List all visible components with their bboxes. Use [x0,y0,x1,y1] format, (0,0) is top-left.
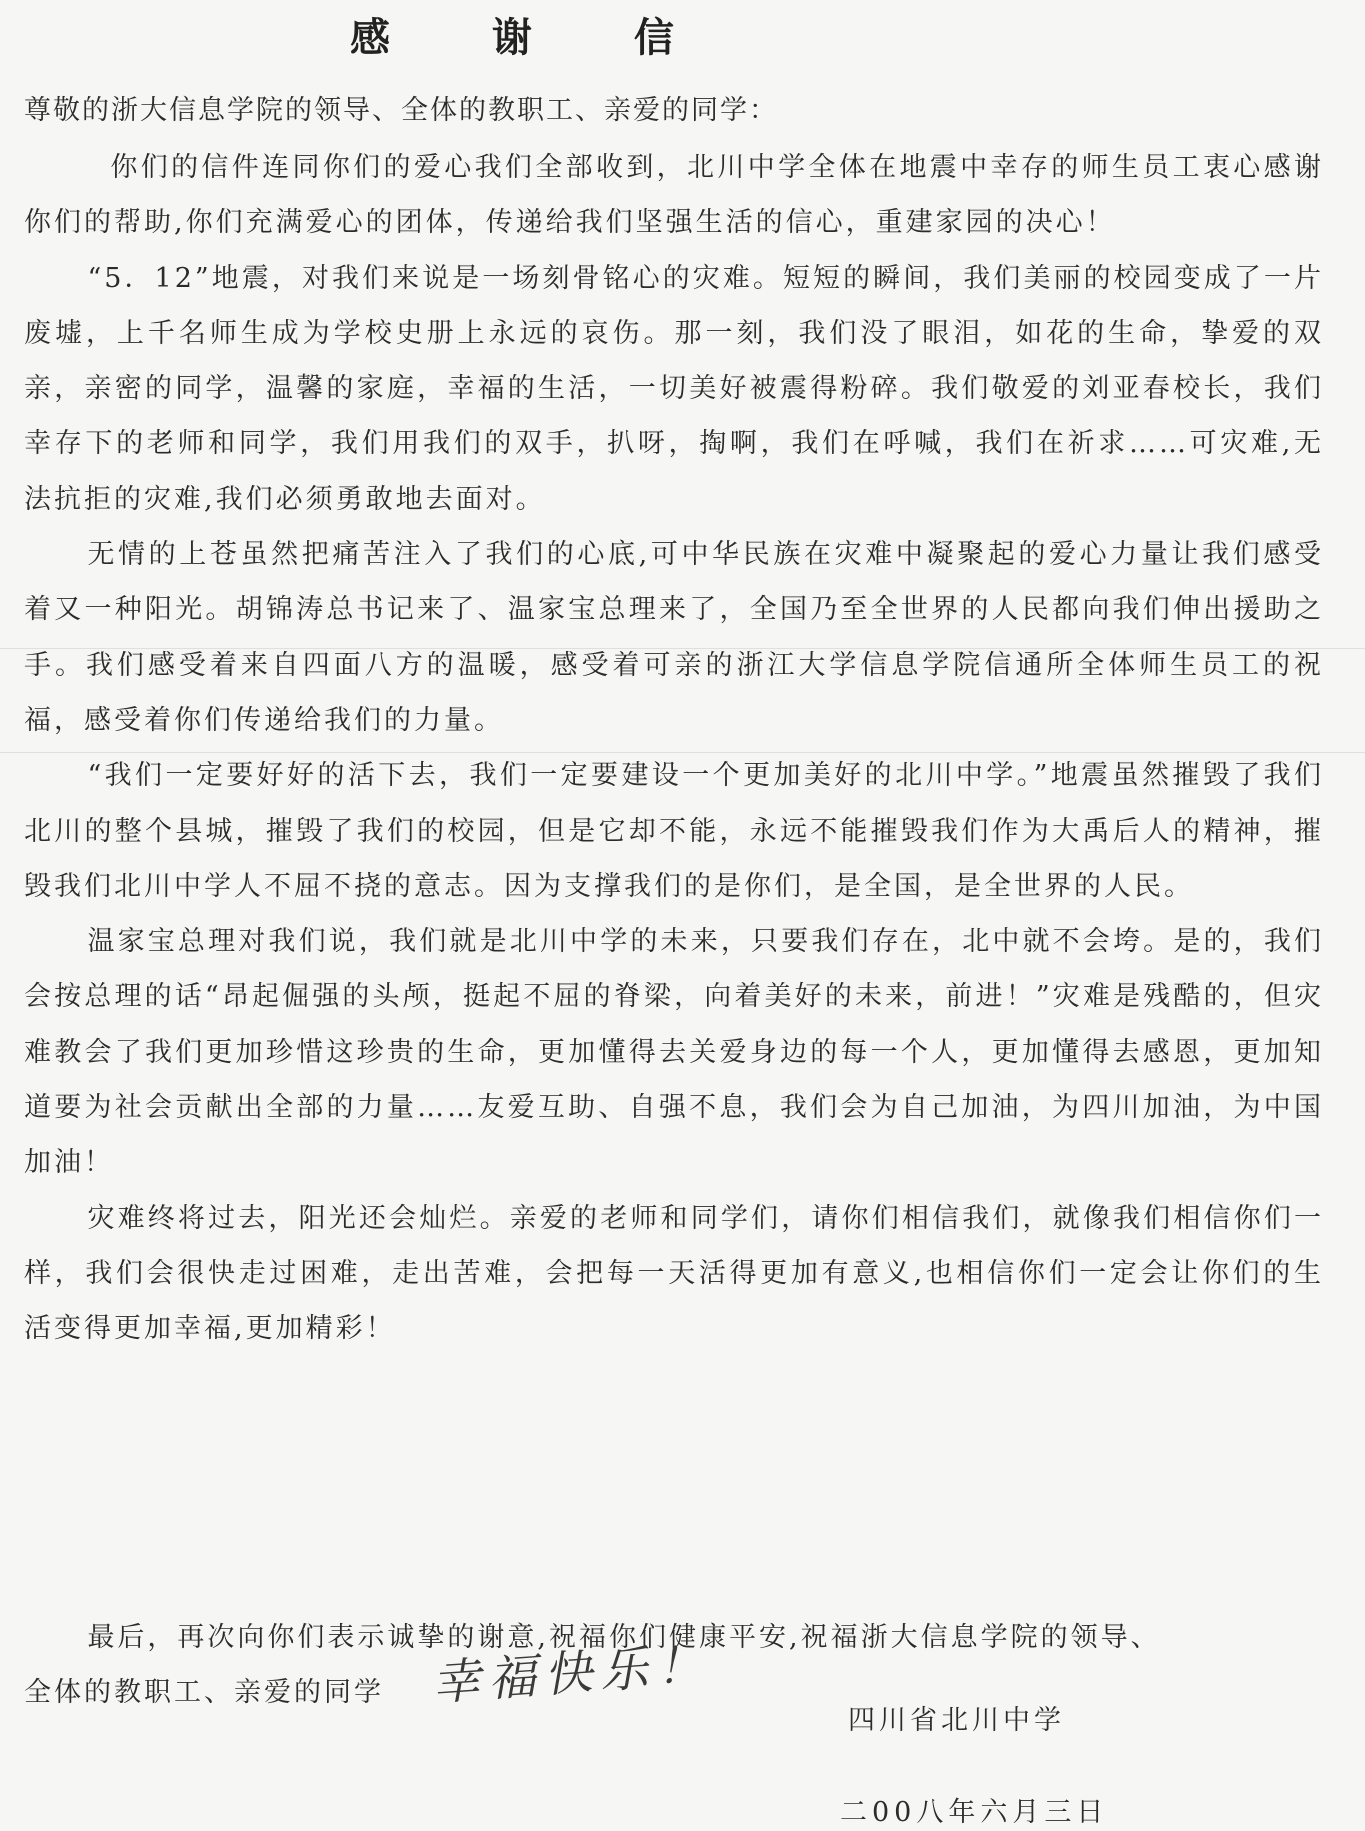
letter-title: 感 谢 信 [350,14,718,61]
paragraph: 你们的信件连同你们的爱心我们全部收到，北川中学全体在地震中幸存的师生员工衷心感谢你们的帮助,你们充满爱心的团体，传递给我们坚强生活的信心，重建家园的决心！ [24,152,1324,239]
letter-date: 二00八年六月三日 [840,1797,1109,1828]
paragraph: “我们一定要好好的活下去，我们一定要建设一个更加美好的北川中学。”地震虽然摧毁了我们北川的整个县城，摧毁了我们的校园，但是它却不能，永远不能摧毁我们作为大禹后人的精神，摧毁我们北川中学人不屈不挠的意志。因为支撑我们的是你们，是全国，是全世界的人民。 [24,760,1324,902]
closing-line: 全体的教职工、亲爱的同学 [24,1677,384,1708]
handwritten-signature: 幸福快乐！ [430,1636,714,1712]
paragraph: 灾难终将过去，阳光还会灿烂。亲爱的老师和同学们，请你们相信我们，就像我们相信你们一样，我们会很快走过困难，走出苦难，会把每一天活得更加有意义,也相信你们一定会让你们的生活变得更加幸福,更加精彩！ [24,1202,1324,1345]
paragraph: 温家宝总理对我们说，我们就是北川中学的未来，只要我们存在，北中就不会垮。是的，我们会按总理的话“昂起倔强的头颅，挺起不屈的脊梁，向着美好的未来，前进！”灾难是残酷的，但灾难教会了我们更加珍惜这珍贵的生命，更加懂得去关爱身边的每一个人，更加懂得去感恩，更加知道要为社会贡献出全部的力量……友爱互助、自强不息，我们会为自己加油，为四川加油，为中国加油！ [24,926,1324,1179]
paragraph: 无情的上苍虽然把痛苦注入了我们的心底,可中华民族在灾难中凝聚起的爱心力量让我们感受着又一种阳光。胡锦涛总书记来了、温家宝总理来了，全国乃至全世界的人民都向我们伸出援助之手。我们感受着来自四面八方的温暖，感受着可亲的浙江大学信息学院信通所全体师生员工的祝福，感受着你们传递给我们的力量。 [24,539,1324,736]
closing-block [24,1610,1324,1712]
letter-body [24,140,1324,1357]
paragraph: “5．12”地震，对我们来说是一场刻骨铭心的灾难。短短的瞬间，我们美丽的校园变成了一片废墟，上千名师生成为学校史册上永远的哀伤。那一刻，我们没了眼泪，如花的生命，挚爱的双亲，亲密的同学，温馨的家庭，幸福的生活，一切美好被震得粉碎。我们敬爱的刘亚春校长，我们幸存下的老师和同学，我们用我们的双手，扒呀，掏啊，我们在呼喊，我们在祈求……可灾难,无法抗拒的灾难,我们必须勇敢地去面对。 [24,262,1324,515]
sender-organization: 四川省北川中学 [848,1705,1065,1736]
closing-line: 最后，再次向你们表示诚挚的谢意,祝福你们健康平安,祝福浙大信息学院的领导、 [87,1622,1161,1653]
salutation: 尊敬的浙大信息学院的领导、全体的教职工、亲爱的同学： [24,95,778,126]
